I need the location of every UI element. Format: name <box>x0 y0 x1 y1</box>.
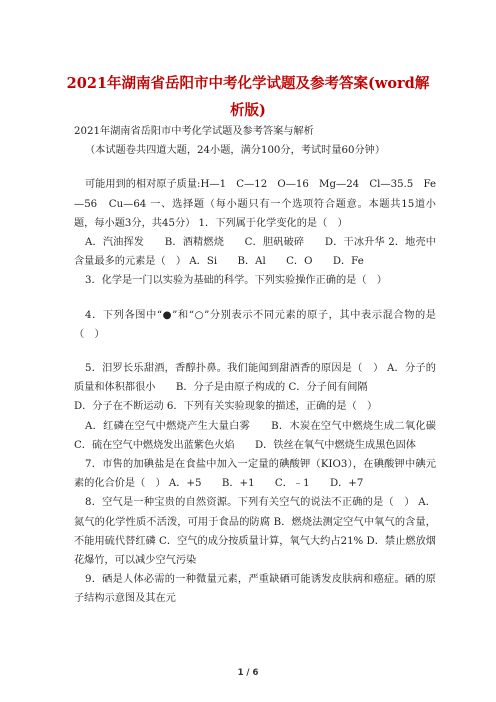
paragraph-6: A．红磷在空气中燃烧产生大量白雾 B．木炭在空气中燃烧生成二氧化碳 C．硫在空气中燃烧发出蓝紫色火焰 D．铁丝在氧气中燃烧生成黑色固体 <box>74 420 436 451</box>
spacer <box>74 160 436 175</box>
paragraph-9: 9．硒是人体必需的一种微量元素，严重缺硒可能诱发皮肤病和癌症。硒的原子结构示意图及其在元 <box>74 574 436 605</box>
paragraph-2: 3．化学是一门以实验为基础的科学。下列实验操作正确的是（ ） <box>85 275 387 287</box>
paragraph-1: A．汽油挥发 B．酒精燃烧 C．胆矾破碎 D．干冰升华 2．地壳中含量最多的元素是（ ） A．Si B．Al C．O D．Fe <box>74 237 436 268</box>
paragraph-4: 5．汨罗长乐甜酒，香醇扑鼻。我们能闻到甜酒香的原因是（ ） A．分子的质量和体积都很小 B．分子是由原子构成的 C．分子间有间隔 <box>74 363 436 394</box>
paragraph-8: 8．空气是一种宝贵的自然资源。下列有关空气的说法不正确的是（ ） A．氮气的化学性质不活泼，可用于食品的防腐 B．燃烧法测定空气中氧气的含量，不能用硫代替红磷 C．空气的成分按质量计算，氧气大约占21% D．禁止燃放烟花爆竹，可以减少空气污染 <box>74 497 436 567</box>
paragraph-7: 7．市售的加碘盐是在食盐中加入一定量的碘酸钾（KIO3），在碘酸钾中碘元素的化合价是（ ） A．+5 B．+1 C．﹣1 D．+7 <box>74 459 436 490</box>
spacer <box>74 291 436 306</box>
page-number: 1 / 6 <box>237 668 259 678</box>
spacer <box>74 344 436 359</box>
exam-info: （本试题卷共四道大题，24小题，满分100分，考试时量60分钟） <box>85 145 386 157</box>
subtitle: 2021年湖南省岳阳市中考化学试题及参考答案与解析 <box>74 126 314 137</box>
paragraph-3: 4．下列各图中“●”和“○”分别表示不同元素的原子，其中表示混合物的是（ ） <box>74 309 436 340</box>
document-body <box>74 122 436 609</box>
paragraph-0: 可能用到的相对原子质量:H—1 C—12 O—16 Mg—24 Cl—35.5 Fe—56 Cu—64 一、选择题（每小题只有一个选项符合题意。本题共15道小题，每小题3分，共45分） 1．下列属于化学变化的是（ ） <box>74 179 436 229</box>
document-title: 2021年湖南省岳阳市中考化学试题及参考答案(word解析版) <box>66 75 430 119</box>
paragraph-5: D．分子在不断运动 6．下列有关实验现象的描述，正确的是（ ） <box>74 401 378 413</box>
